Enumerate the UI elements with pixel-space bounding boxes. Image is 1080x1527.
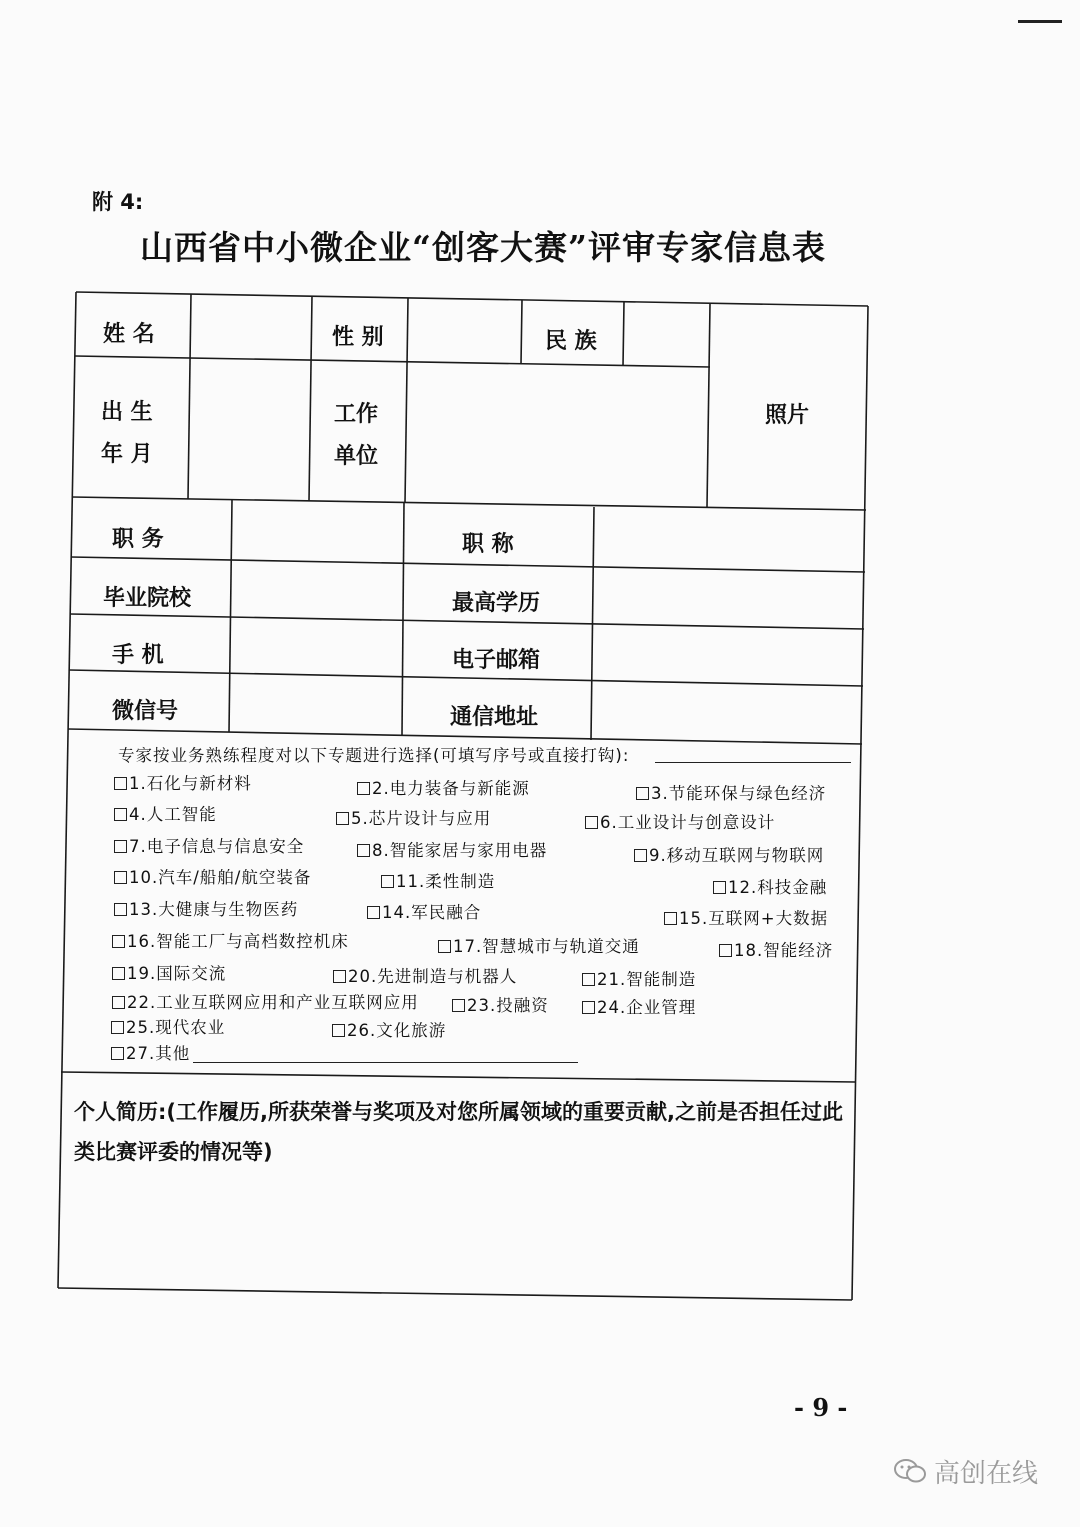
option-21[interactable]	[582, 966, 696, 990]
checkbox-icon[interactable]	[357, 782, 370, 795]
option-label: 27.其他	[126, 1044, 191, 1063]
option-label: 24.企业管理	[597, 998, 697, 1017]
ethnicity-field[interactable]	[628, 306, 706, 362]
education-field[interactable]	[596, 572, 858, 624]
option-label: 14.军民融合	[382, 903, 482, 922]
checkbox-icon[interactable]	[112, 935, 125, 948]
checkbox-icon[interactable]	[111, 1047, 124, 1060]
checkbox-icon[interactable]	[114, 871, 127, 884]
employer-field[interactable]	[412, 368, 702, 498]
option-label: 3.节能环保与绿色经济	[651, 784, 827, 803]
ethnicity-label: 民 族	[545, 329, 597, 354]
other-input-line[interactable]	[193, 1062, 578, 1063]
attachment-label: 附 4:	[92, 190, 144, 214]
title-rank-field[interactable]	[598, 514, 860, 566]
checkbox-icon[interactable]	[634, 849, 647, 862]
option-8[interactable]	[357, 837, 547, 861]
option-label: 16.智能工厂与高档数控机床	[127, 932, 349, 951]
option-27[interactable]	[111, 1040, 190, 1064]
option-label: 12.科技金融	[728, 878, 828, 897]
position-field[interactable]	[236, 506, 398, 556]
option-label: 25.现代农业	[126, 1018, 226, 1037]
option-2[interactable]	[357, 775, 530, 799]
option-label: 2.电力装备与新能源	[372, 779, 530, 798]
option-12[interactable]	[713, 874, 827, 898]
checkbox-icon[interactable]	[111, 1021, 124, 1034]
birth-label	[101, 392, 153, 476]
resume-field[interactable]	[64, 1172, 848, 1284]
option-label: 20.先进制造与机器人	[348, 967, 518, 986]
option-label: 13.大健康与生物医药	[129, 900, 299, 919]
option-23[interactable]	[452, 992, 549, 1016]
name-field[interactable]	[196, 300, 306, 352]
employer-label-line1: 工作	[334, 402, 379, 427]
email-field[interactable]	[595, 630, 857, 682]
mobile-label: 手 机	[112, 643, 164, 668]
employer-label	[334, 394, 378, 478]
option-label: 6.工业设计与创意设计	[600, 813, 776, 832]
birth-label-line2: 年 月	[101, 442, 153, 467]
option-6[interactable]	[585, 809, 775, 833]
checkbox-icon[interactable]	[585, 816, 598, 829]
option-16[interactable]	[112, 928, 349, 952]
birth-label-line1: 出 生	[101, 400, 153, 425]
option-1[interactable]	[114, 770, 252, 794]
employer-label-line2: 单位	[334, 444, 379, 469]
option-4[interactable]	[114, 801, 217, 825]
checkbox-icon[interactable]	[582, 973, 595, 986]
checkbox-icon[interactable]	[367, 906, 380, 919]
photo-label: 照片	[765, 403, 810, 428]
checkbox-icon[interactable]	[112, 996, 125, 1009]
option-label: 9.移动互联网与物联网	[649, 846, 825, 865]
checkbox-icon[interactable]	[114, 777, 127, 790]
checkbox-icon[interactable]	[332, 1024, 345, 1037]
checkbox-icon[interactable]	[114, 840, 127, 853]
option-label: 19.国际交流	[127, 964, 227, 983]
option-24[interactable]	[582, 994, 696, 1018]
position-label: 职 务	[112, 527, 164, 552]
option-label: 1.石化与新材料	[129, 774, 252, 793]
checkbox-icon[interactable]	[636, 787, 649, 800]
email-label: 电子邮箱	[452, 648, 541, 673]
watermark: 高创在线	[934, 1459, 1039, 1489]
option-10[interactable]	[114, 864, 311, 888]
option-18[interactable]	[719, 937, 833, 961]
checkbox-icon[interactable]	[112, 967, 125, 980]
option-label: 18.智能经济	[734, 941, 834, 960]
checkbox-icon[interactable]	[114, 808, 127, 821]
option-label: 7.电子信息与信息安全	[129, 837, 305, 856]
option-13[interactable]	[114, 896, 298, 920]
option-25[interactable]	[111, 1014, 225, 1038]
option-17[interactable]	[438, 933, 640, 957]
option-label: 10.汽车/船舶/航空装备	[129, 868, 312, 887]
gender-label: 性 别	[332, 325, 384, 350]
checkbox-icon[interactable]	[357, 844, 370, 857]
checkbox-icon[interactable]	[333, 970, 346, 983]
page-number: - 9 -	[794, 1393, 848, 1422]
expertise-answer-line[interactable]	[655, 762, 851, 763]
option-label: 8.智能家居与家用电器	[372, 841, 548, 860]
school-label: 毕业院校	[103, 586, 192, 611]
option-9[interactable]	[634, 842, 824, 866]
checkbox-icon[interactable]	[114, 903, 127, 916]
form-title: 山西省中小微企业“创客大赛”评审专家信息表	[140, 228, 826, 267]
option-22[interactable]	[112, 989, 419, 1013]
option-20[interactable]	[333, 963, 517, 987]
wechat-field[interactable]	[233, 676, 395, 728]
option-11[interactable]	[381, 868, 495, 892]
checkbox-icon[interactable]	[336, 812, 349, 825]
option-label: 26.文化旅游	[347, 1021, 447, 1040]
name-label: 姓 名	[103, 322, 155, 347]
address-label: 通信地址	[450, 705, 539, 730]
option-label: 4.人工智能	[129, 805, 217, 824]
birth-field[interactable]	[194, 364, 304, 494]
option-19[interactable]	[112, 960, 226, 984]
school-field[interactable]	[236, 564, 398, 614]
option-label: 21.智能制造	[597, 970, 697, 989]
option-5[interactable]	[336, 805, 491, 829]
wechat-label: 微信号	[112, 699, 179, 724]
option-15[interactable]	[664, 905, 828, 929]
checkbox-icon[interactable]	[719, 944, 732, 957]
option-label: 22.工业互联网应用和产业互联网应用	[127, 993, 419, 1012]
mobile-field[interactable]	[234, 620, 396, 670]
photo-field[interactable]	[714, 310, 862, 502]
option-3[interactable]	[636, 780, 826, 804]
checkbox-icon[interactable]	[438, 940, 451, 953]
wechat-icon	[893, 1458, 927, 1484]
title-rank-label: 职 称	[462, 532, 514, 557]
option-label: 11.柔性制造	[396, 872, 496, 891]
checkbox-icon[interactable]	[452, 999, 465, 1012]
checkbox-icon[interactable]	[713, 881, 726, 894]
option-label: 23.投融资	[467, 996, 549, 1015]
resume-label: 个人简历:(工作履历,所获荣誉与奖项及对您所属领域的重要贡献,之前是否担任过此类比赛评委的情况等)	[74, 1100, 843, 1164]
address-field[interactable]	[594, 688, 856, 740]
option-26[interactable]	[332, 1017, 446, 1041]
checkbox-icon[interactable]	[582, 1001, 595, 1014]
gender-field[interactable]	[414, 302, 518, 358]
option-label: 15.互联网+大数据	[679, 909, 829, 928]
checkbox-icon[interactable]	[381, 875, 394, 888]
option-7[interactable]	[114, 833, 304, 857]
option-14[interactable]	[367, 899, 481, 923]
option-label: 5.芯片设计与应用	[351, 809, 492, 828]
education-label: 最高学历	[452, 591, 541, 616]
expertise-instruction: 专家按业务熟练程度对以下专题进行选择(可填写序号或直接打钩):	[118, 746, 630, 765]
checkbox-icon[interactable]	[664, 912, 677, 925]
option-label: 17.智慧城市与轨道交通	[453, 937, 640, 956]
